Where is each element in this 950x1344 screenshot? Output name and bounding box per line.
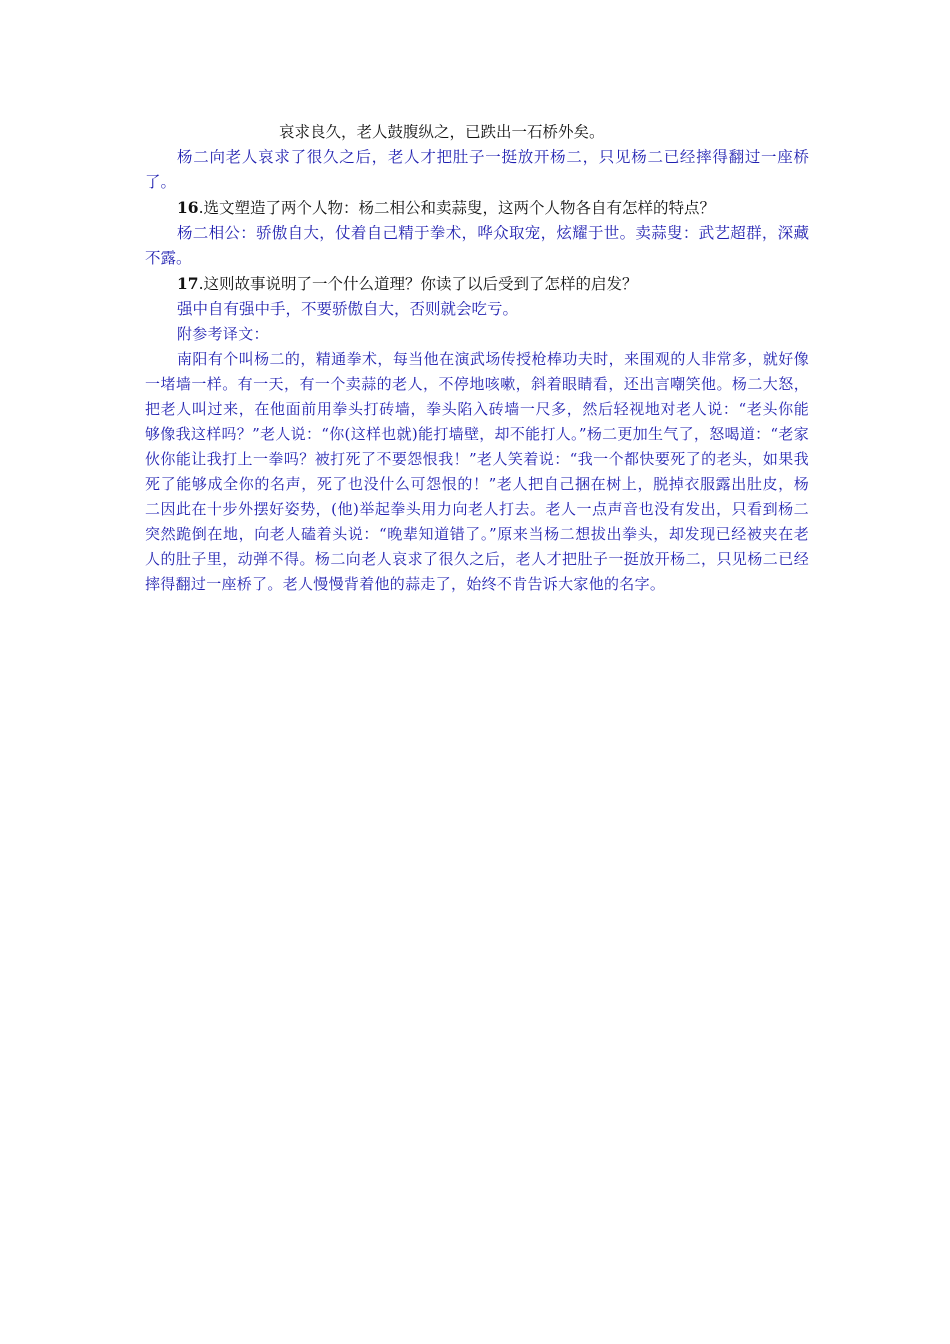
quote-translation: 杨二向老人哀求了很久之后，老人才把肚子一挺放开杨二，只见杨二已经摔得翻过一座桥了。 [145, 148, 809, 191]
reference-translation: 南阳有个叫杨二的，精通拳术，每当他在演武场传授枪棒功夫时，来围观的人非常多，就好像一堵墙一样。有一天，有一个卖蒜的老人，不停地咳嗽，斜着眼睛看，还出言嘲笑他。杨二大怒，把老人叫过来，在他面前用拳头打砖墙，拳头陷入砖墙一尺多，然后轻视地对老人说：“老头你能够像我这样吗？”老人说：“你(这样也就)能打墙壁，却不能打人。”杨二更加生气了，怒喝道：“老家伙你能让我打上一拳吗？被打死了不要怨恨我！”老人笑着说：“我一个都快要死了的老头，如果我死了能够成全你的名声，死了也没什么可怨恨的！”老人把自己捆在树上，脱掉衣服露出肚皮，杨二因此在十步外摆好姿势，(他)举起拳头用力向老人打去。老人一点声音也没有发出，只看到杨二突然跪倒在地，向老人磕着头说：“晚辈知道错了。”原来当杨二想拔出拳头，却发现已经被夹在老人的肚子里，动弹不得。杨二向老人哀求了很久之后，老人才把肚子一挺放开杨二，只见杨二已经摔得翻过一座桥了。老人慢慢背着他的蒜走了，始终不肯告诉大家他的名字。 [145, 350, 809, 593]
question-text: .选文塑造了两个人物：杨二相公和卖蒜叟，这两个人物各自有怎样的特点？ [198, 199, 716, 217]
answer-16: 杨二相公：骄傲自大，仗着自己精于拳术，哗众取宠，炫耀于世。卖蒜叟：武艺超群，深藏不露。 [145, 224, 809, 267]
reference-heading: 附参考译文： [177, 325, 269, 343]
question-16 [145, 195, 809, 221]
question-number: 16 [177, 198, 199, 217]
document-body [145, 120, 809, 597]
classical-quote-line: 哀求良久，老人鼓腹纵之，已跌出一石桥外矣。 [279, 123, 605, 141]
answer-17: 强中自有强中手，不要骄傲自大，否则就会吃亏。 [177, 300, 519, 318]
question-17 [145, 271, 809, 297]
question-number: 17 [177, 274, 199, 293]
question-text: .这则故事说明了一个什么道理？你读了以后受到了怎样的启发？ [198, 275, 638, 293]
